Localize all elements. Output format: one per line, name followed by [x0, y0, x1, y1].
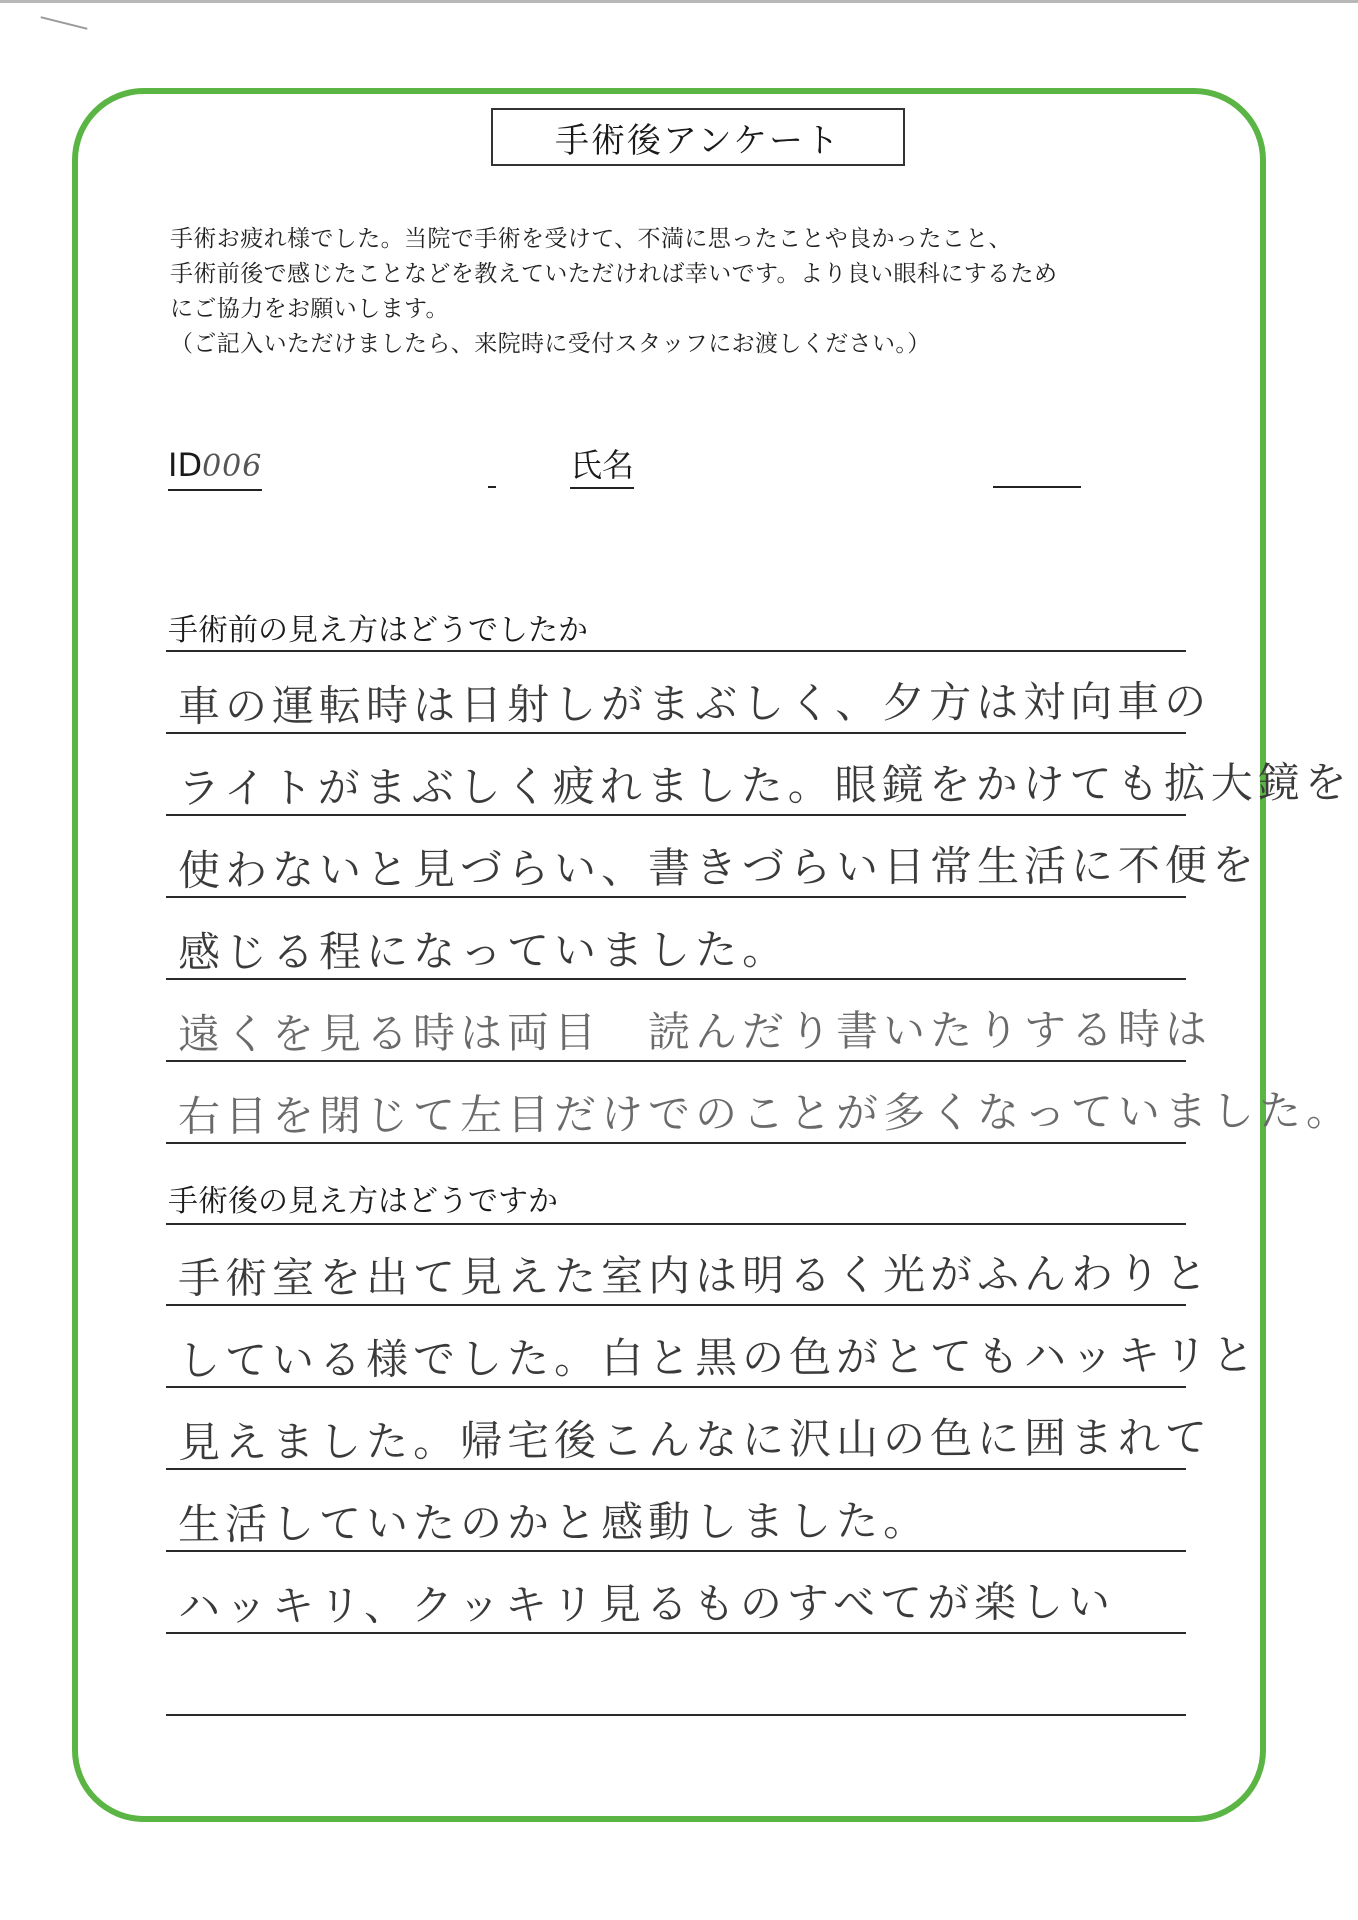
- answer-rule[interactable]: [166, 1714, 1186, 1716]
- before-heading: 手術前の見え方はどうでしたか: [168, 613, 588, 648]
- form-title: 手術後アンケート: [491, 108, 905, 166]
- intro-line: （ご記入いただけましたら、来院時に受付スタッフにお渡しください。）: [170, 331, 931, 357]
- before-answer-line: ライトがまぶしく疲れました。眼鏡をかけても拡大鏡を: [177, 757, 1352, 813]
- after-answer-line: 手術室を出て見えた室内は明るく光がふんわりと: [177, 1248, 1213, 1303]
- scan-mark: [40, 16, 87, 30]
- after-answer-line: ハッキリ、クッキリ見るものすべてが楽しい: [177, 1577, 1116, 1631]
- before-answer-line: 車の運転時は日射しがまぶしく、夕方は対向車の: [177, 676, 1212, 731]
- after-answer-line: 生活していたのかと感動しました。: [177, 1496, 931, 1549]
- answer-rule[interactable]: [166, 814, 1186, 816]
- answer-rule[interactable]: [166, 1304, 1186, 1306]
- answer-rule[interactable]: [166, 732, 1186, 734]
- intro-line: 手術お疲れ様でした。当院で手術を受けて、不満に思ったことや良かったこと、: [170, 226, 1012, 252]
- before-answer-line: 使わないと見づらい、書きづらい日常生活に不便を: [177, 840, 1260, 895]
- before-answer-line: 右目を閉じて左目だけでのことが多くなっていました。: [177, 1085, 1354, 1141]
- intro-text: [170, 222, 1210, 362]
- answer-rule[interactable]: [166, 1142, 1186, 1144]
- answer-rule[interactable]: [166, 1468, 1186, 1470]
- answer-rule[interactable]: [166, 978, 1186, 980]
- after-answer-line: 見えました。帰宅後こんなに沢山の色に囲まれて: [177, 1412, 1213, 1467]
- id-value: 006: [202, 449, 263, 484]
- after-heading: 手術後の見え方はどうですか: [168, 1184, 558, 1219]
- after-answer-line: している様でした。白と黒の色がとてもハッキリと: [177, 1330, 1260, 1385]
- rule: [166, 1223, 1186, 1225]
- id-label: ID: [168, 446, 203, 484]
- id-field-end-mark: [488, 486, 496, 488]
- intro-line: にご協力をお願いします。: [170, 296, 449, 322]
- answer-rule[interactable]: [166, 1060, 1186, 1062]
- name-label: 氏名: [570, 445, 634, 489]
- intro-line: 手術前後で感じたことなどを教えていただければ幸いです。より良い眼科にするため: [170, 261, 1058, 287]
- name-field[interactable]: [993, 486, 1081, 488]
- before-answer-line: 遠くを見る時は両目 読んだり書いたりする時は: [177, 1004, 1213, 1059]
- rule: [166, 650, 1186, 652]
- answer-rule[interactable]: [166, 1550, 1186, 1552]
- answer-rule[interactable]: [166, 896, 1186, 898]
- answer-rule[interactable]: [166, 1632, 1186, 1634]
- before-answer-line: 感じる程になっていました。: [177, 924, 790, 977]
- scan-edge: [0, 0, 1358, 3]
- answer-rule[interactable]: [166, 1386, 1186, 1388]
- id-field[interactable]: [168, 445, 262, 491]
